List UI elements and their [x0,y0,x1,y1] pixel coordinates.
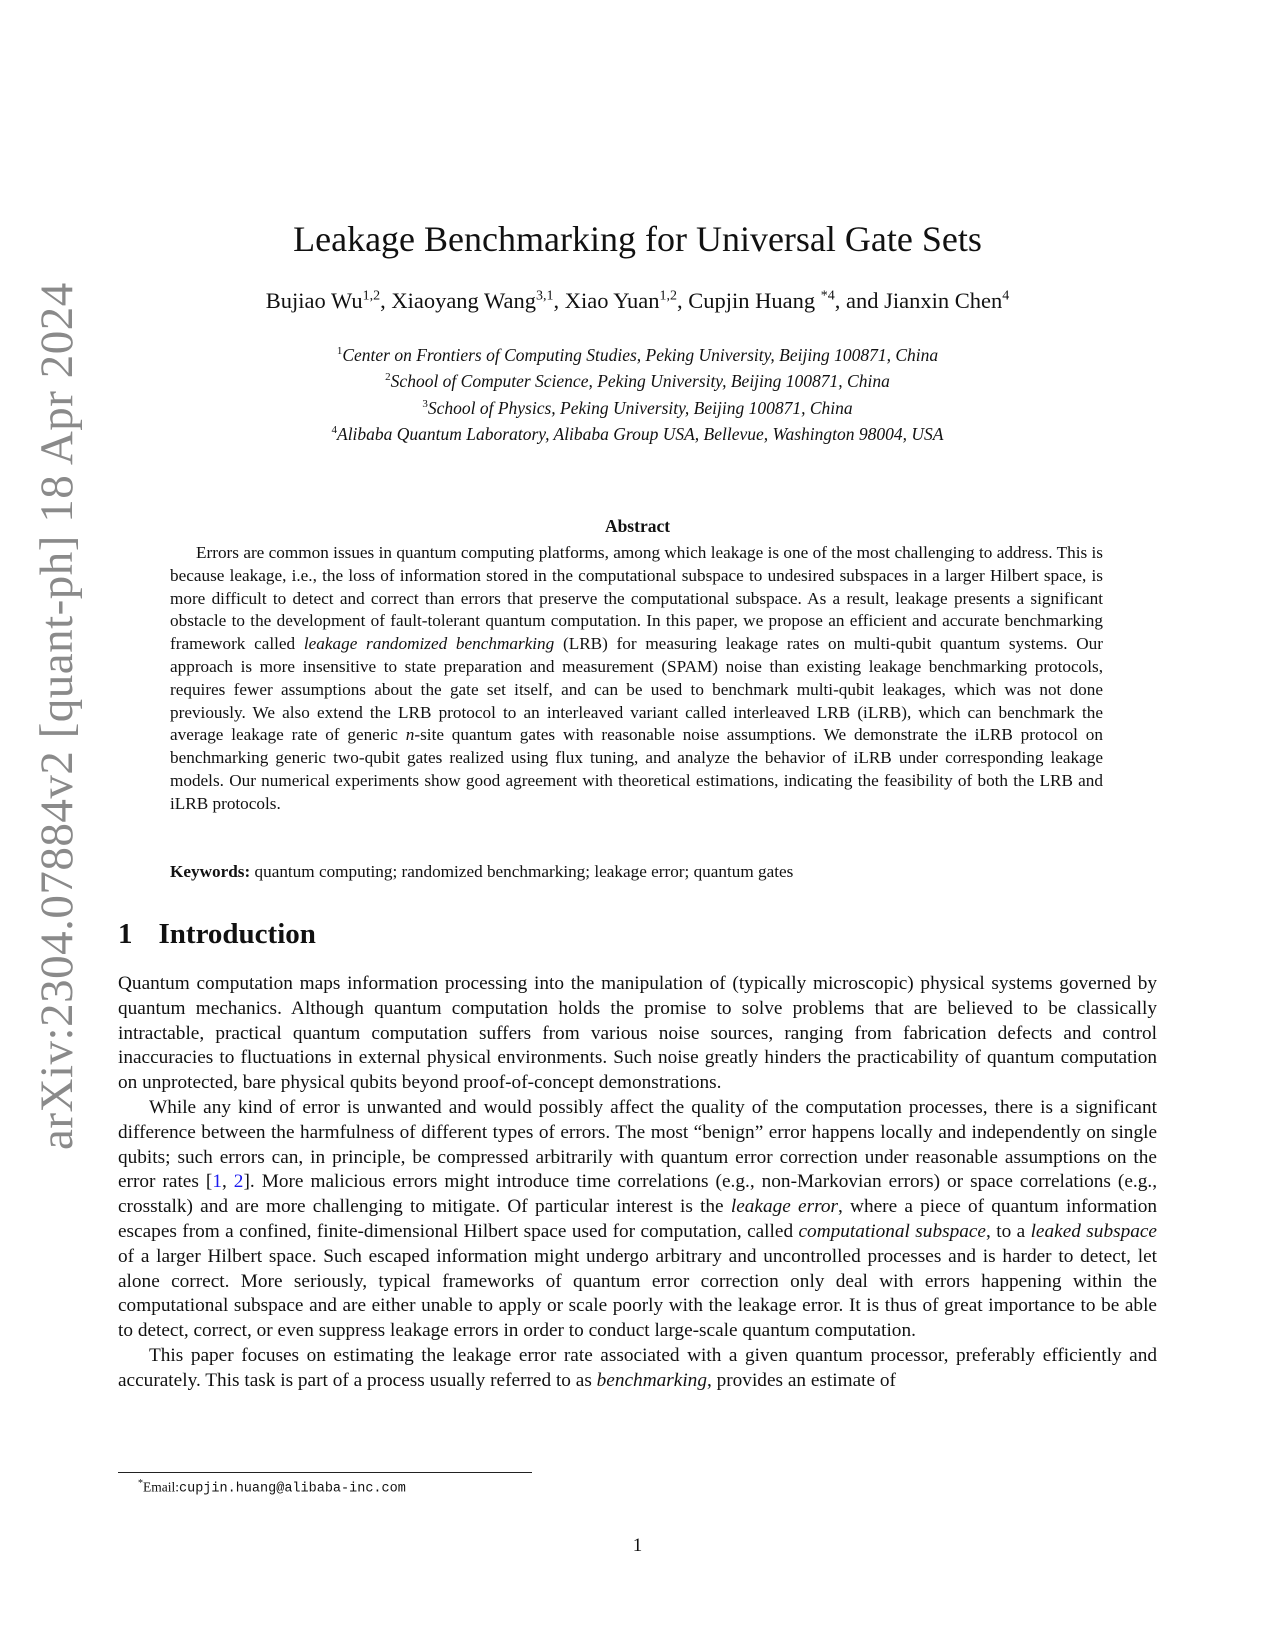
affiliation-mark: 3 [422,397,428,410]
affiliation-line [0,393,1275,419]
paragraph-text: , to a [985,1220,1031,1242]
emphasis-term: computational subspace [798,1220,986,1242]
affiliation-line [0,419,1275,445]
author-affiliation-mark: 1,2 [659,288,677,304]
abstract-text: -site quantum gates with reasonable noise assumptions. We demonstrate the iLRB protocol on benchmarking generic two-qubit gates realized using flux tuning, and analyze the behavior of iLRB under corresponding leakage models. Our numerical experiments show good agreement with theoretical estimations, indicating the feasibility of both the LRB and iLRB protocols. [170,725,1103,813]
author-affiliation-mark: 3,1 [535,288,554,304]
author-separator: , and [834,288,885,313]
footnote [138,1478,406,1497]
affiliation-text: School of Physics, Peking University, Beijing 100871, China [427,397,853,418]
paragraph-text: , where a piece of quantum information escapes from a confined, finite-dimensional Hilbert space used for computation, called [118,1196,1158,1242]
footnote-divider [118,1472,532,1473]
author-affiliation-mark: 1,2 [362,288,381,304]
author-separator: , [676,288,689,313]
footnote-label: Email: [143,1479,179,1495]
keywords [170,862,1103,882]
affiliation-list [0,340,1275,445]
page-number: 1 [632,1535,643,1556]
author-list [0,288,1275,314]
abstract-emphasis: leakage randomized benchmarking [303,634,555,654]
author-affiliation-mark: *4 [820,288,835,304]
author-name: Xiaoyang Wang [391,288,536,313]
citation-link[interactable]: 1 [212,1171,222,1193]
paper-title: Leakage Benchmarking for Universal Gate Sets [293,219,982,259]
keywords-text: quantum computing; randomized benchmarking; leakage error; quantum gates [250,862,794,881]
arxiv-identifier-stamp: arXiv:2304.07884v2 [quant-ph] 18 Apr 2024 [31,282,83,1150]
introduction-body [118,972,1157,1394]
emphasis-term: leakage error [730,1196,839,1218]
affiliation-mark: 1 [336,345,343,357]
paragraph-text: of a larger Hilbert space. Such escaped information might undergo arbitrary and uncontrolled processes and is harder to detect, let alone correct. More seriously, typical frameworks of quantum error correction only deal with errors happening within the computational subspace and are either unable to apply or scale poorly with the leakage error. It is thus of great importance to be able to detect, correct, or even suppress leakage errors in order to conduct large-scale quantum computation. [118,1245,1157,1342]
author-separator: , [553,288,565,313]
keywords-label: Keywords: [170,862,251,881]
paragraph-text: This paper focuses on estimating the leakage error rate associated with a given quantum processor, preferably efficiently and accurately. This task is part of a process usually referred to as [118,1344,1157,1391]
abstract-text: (LRB) for measuring leakage rates on multi-qubit quantum systems. Our approach is more insensitive to state preparation and measurement (SPAM) noise than existing leakage benchmarking protocols, requires fewer assumptions about the gate set itself, and can be used to benchmark multi-qubit leakages, which was not done previously. We also extend the LRB protocol to an interleaved variant called interleaved LRB (iLRB), which can benchmark the average leakage rate of generic [170,634,1103,745]
author-name: Cupjin Huang [688,288,821,313]
abstract-body [170,542,1103,816]
emphasis-term: benchmarking [596,1369,707,1391]
citation-link[interactable]: 2 [233,1171,244,1193]
abstract-text: Errors are common issues in quantum computing platforms, among which leakage is one of the most challenging to address. This is because leakage, i.e., the loss of information stored in the computational subspace to undesired subspaces in a larger Hilbert space, is more difficult to detect and correct than errors that preserve the computational subspace. As a result, leakage presents a significant obstacle to the development of fault-tolerant quantum computation. In this paper, we propose an efficient and accurate benchmarking framework called [170,543,1103,654]
affiliation-line [0,366,1275,392]
paragraph-text: ]. More malicious errors might introduce time correlations (e.g., non-Markovian errors) or space correlations (e.g., crosstalk) and are more challenging to mitigate. Of particular interest is the [118,1171,1158,1218]
math-variable: n [405,725,415,745]
section-title: Introduction [158,918,316,950]
citation-separator: , [221,1171,234,1193]
paragraph [118,972,1157,1096]
footnote-email[interactable]: cupjin.huang@alibaba-inc.com [179,1481,406,1497]
author-name: Bujiao Wu [265,288,363,313]
author-name: Jianxin Chen [884,288,1003,313]
paragraph-text: , provides an estimate of [706,1369,896,1391]
footnote-mark: * [138,1478,143,1489]
affiliation-line [0,340,1275,366]
affiliation-mark: 2 [385,371,391,384]
emphasis-term: leaked subspace [1030,1220,1157,1242]
affiliation-text: School of Computer Science, Peking University, Beijing 100871, China [390,371,890,392]
paragraph-text: While any kind of error is unwanted and would possibly affect the quality of the computation processes, there is a significant difference between the harmfulness of different types of errors. The most “benign” error happens locally and independently on single qubits; such errors can, in principle, be compressed arbitrarily with quantum error correction under reasonable assumptions on the error rates [ [118,1096,1157,1193]
section-number: 1 [118,918,133,950]
author-separator: , [380,288,392,313]
paragraph [118,1344,1157,1394]
section-heading-introduction [118,918,316,951]
affiliation-text: Center on Frontiers of Computing Studies, Peking University, Beijing 100871, China [342,344,939,365]
author-name: Xiao Yuan [564,288,660,313]
abstract-heading: Abstract [604,516,671,536]
paragraph [118,1096,1157,1344]
paragraph-text: Quantum computation maps information processing into the manipulation of (typically microscopic) physical systems governed by quantum mechanics. Although quantum computation holds the promise to solve problems that are believed to be classically intractable, practical quantum computation suffers from various noise sources, ranging from fabrication defects and control inaccuracies to fluctuations in external physical environments. Such noise greatly hinders the practicability of quantum computation on unprotected, bare physical qubits beyond proof-of-concept demonstrations. [118,973,1157,1094]
affiliation-text: Alibaba Quantum Laboratory, Alibaba Group USA, Bellevue, Washington 98004, USA [337,423,944,444]
author-affiliation-mark: 4 [1002,288,1010,304]
affiliation-mark: 4 [331,423,337,436]
